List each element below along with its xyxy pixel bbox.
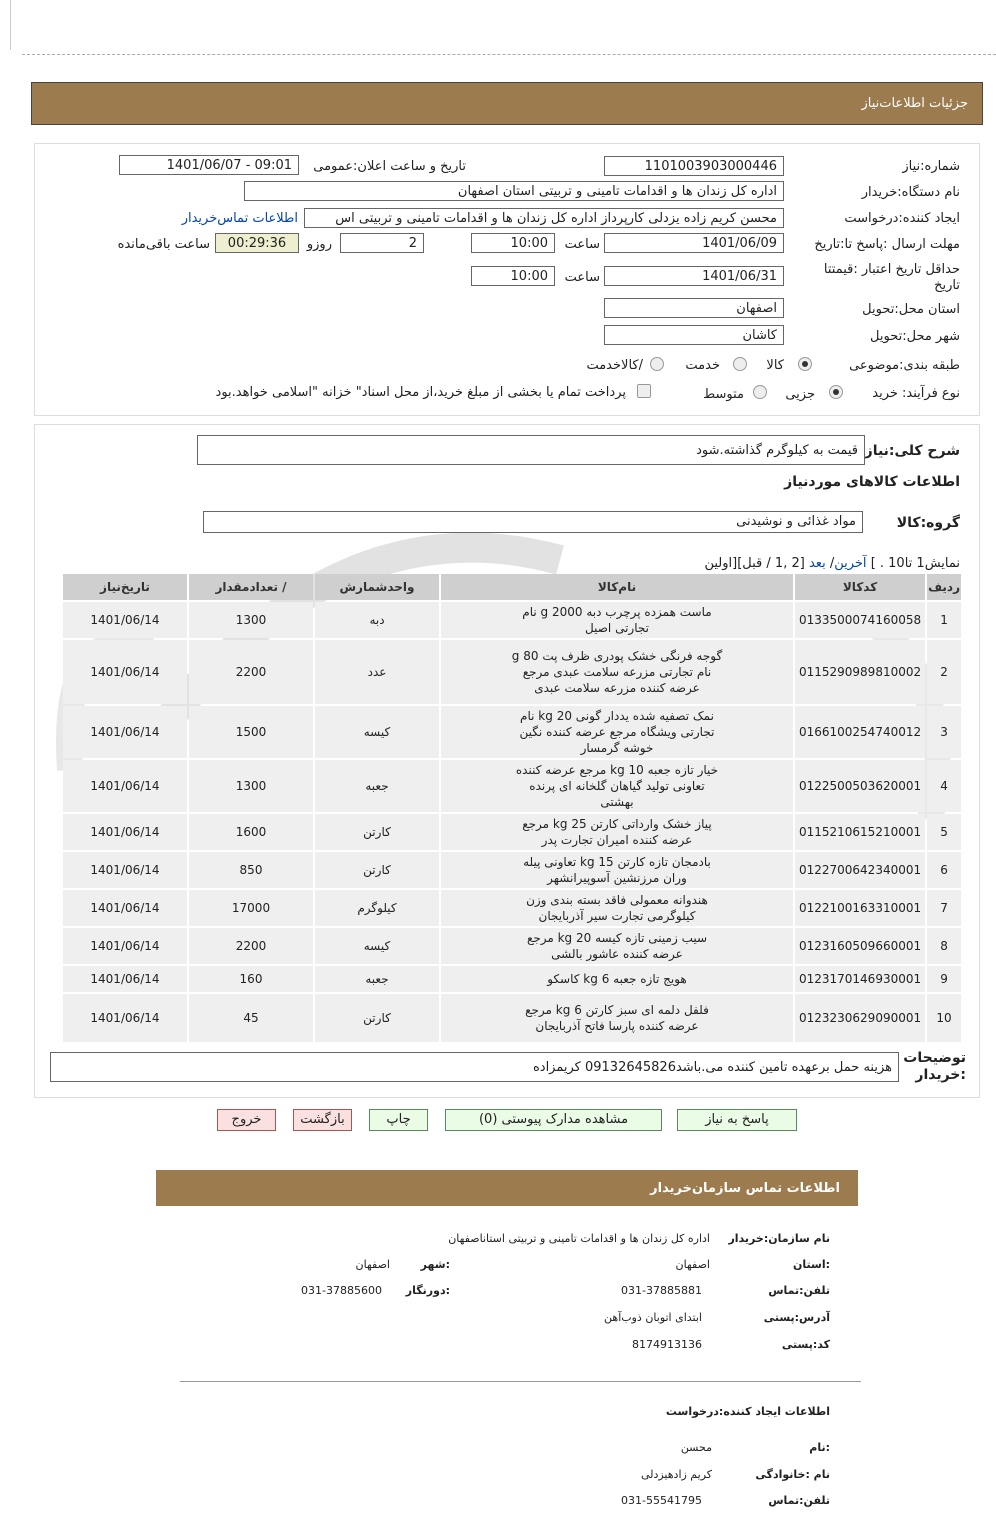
cell-name: بادمجان تازه کارتن 15 kg تعاونی پیله وران مرزنشین آسوپیرانشهر: [441, 852, 793, 888]
cell-unit: جعبه: [315, 966, 439, 992]
org-value: اداره کل زندان ها و اقدامات تامینی و تربیتی استاناصفهان: [448, 1232, 710, 1245]
cell-code: 0115210615210001: [795, 814, 925, 850]
table-row: [63, 852, 961, 888]
cell-name: ماست همزده پرچرب دبه 2000 g نام تجارتی اصیل: [441, 602, 793, 638]
postal-label: کد:پستی: [781, 1338, 830, 1351]
cell-row-number: 7: [927, 890, 961, 926]
table-row: [63, 966, 961, 992]
contact-city-label: :شهر: [420, 1258, 450, 1271]
cell-row-number: 3: [927, 706, 961, 758]
deadline-label: مهلت ارسال :پاسخ تا:تاریخ: [814, 237, 960, 252]
creator-phone-label: تلفن:تماس: [768, 1494, 830, 1507]
cell-code: 0166100254740012: [795, 706, 925, 758]
top-divider: [22, 54, 996, 55]
cell-date: 1401/06/14: [63, 890, 187, 926]
deadline-date-field: 1401/06/09: [604, 233, 784, 253]
group-field: مواد غذائی و نوشیدنی: [203, 511, 863, 533]
left-rule: [10, 0, 11, 50]
cell-row-number: 1: [927, 602, 961, 638]
contact-header: [156, 1170, 858, 1206]
cell-date: 1401/06/14: [63, 814, 187, 850]
table-header-row: [63, 574, 961, 600]
validity-hour-label: ساعت: [564, 270, 600, 285]
cell-date: 1401/06/14: [63, 706, 187, 758]
radio-service-label: خدمت: [685, 358, 720, 373]
cell-unit: عدد: [315, 640, 439, 704]
process-label: نوع فرآیند: خرید: [872, 386, 960, 401]
cell-date: 1401/06/14: [63, 640, 187, 704]
buyer-label: نام دستگاه:خریدار: [861, 185, 960, 200]
fax-value: 031-37885600: [301, 1284, 382, 1297]
table-row: [63, 640, 961, 704]
cell-code: 0123170146930001: [795, 966, 925, 992]
general-desc-field: قیمت به کیلوگرم گذاشته.شود: [197, 435, 865, 465]
radio-goods-service-label: /کالاخدمت: [586, 358, 643, 373]
treasury-note: پرداخت تمام یا بخشی از مبلغ خرید،از محل اسناد" خزانه "اسلامی خواهد.بود: [215, 385, 626, 400]
postal-value: 8174913136: [632, 1338, 702, 1351]
reply-button[interactable]: پاسخ به نیاز: [677, 1109, 797, 1131]
cell-code: 0122100163310001: [795, 890, 925, 926]
col-name: نام‌کالا: [441, 574, 793, 600]
cell-code: 0115290989810002: [795, 640, 925, 704]
contact-city-value: اصفهان: [355, 1258, 390, 1271]
days-label: روزو: [306, 237, 332, 252]
cell-date: 1401/06/14: [63, 602, 187, 638]
creator-info-title: اطلاعات ایجاد کننده:درخواست: [665, 1405, 830, 1418]
pager-last-link[interactable]: آخرین: [834, 556, 867, 571]
contact-province-label: :استان: [793, 1258, 830, 1271]
table-row: [63, 706, 961, 758]
radio-medium[interactable]: [753, 385, 767, 399]
province-label: استان محل:تحویل: [862, 302, 960, 317]
cell-name: نمک تصفیه شده یددار گونی 20 kg نام تجارتی ویشگاه مرجع عرضه کننده نگین خوشه گرمسار: [441, 706, 793, 758]
org-label: نام سازمان:خریدار: [728, 1232, 830, 1245]
print-button[interactable]: چاپ: [369, 1109, 428, 1131]
cell-unit: دبه: [315, 602, 439, 638]
cell-unit: کارتن: [315, 814, 439, 850]
pager-prefix: نمایش1 تا10 . ]: [870, 556, 960, 571]
group-label: گروه:کالا: [896, 515, 960, 531]
attachments-button[interactable]: مشاهده مدارک پیوستی (0): [445, 1109, 662, 1131]
category-label: طبقه بندی:موضوعی: [849, 358, 960, 373]
cell-code: 0122700642340001: [795, 852, 925, 888]
buyer-notes-label: توضیحات :خریدار: [903, 1050, 966, 1083]
announce-field: 1401/06/07 - 09:01: [119, 155, 299, 175]
general-desc-label: شرح کلی:نیاز: [864, 443, 960, 459]
name-label: :نام: [809, 1441, 830, 1454]
radio-partial-label: جزیی: [785, 387, 815, 402]
cell-code: 0122500503620001: [795, 760, 925, 812]
cell-qty: 45: [189, 994, 313, 1042]
cell-name: هندوانه معمولی فاقد بسته بندی وزن کیلوگرمی تجارت سیر آذربایجان: [441, 890, 793, 926]
table-row: [63, 994, 961, 1042]
validity-date-field: 1401/06/31: [604, 266, 784, 286]
radio-goods[interactable]: [798, 357, 812, 371]
contact-title: اطلاعات تماس سازمان‌خریدار: [650, 1181, 840, 1196]
deadline-hour-field: 10:00: [471, 233, 555, 253]
cell-date: 1401/06/14: [63, 852, 187, 888]
table-row: [63, 760, 961, 812]
family-value: کریم زادهیزدلی: [640, 1468, 712, 1481]
table-row: [63, 814, 961, 850]
city-field: کاشان: [604, 325, 784, 345]
name-value: محسن: [680, 1441, 712, 1454]
need-number-label: شماره:نیاز: [902, 159, 960, 174]
cell-qty: 160: [189, 966, 313, 992]
cell-date: 1401/06/14: [63, 760, 187, 812]
table-row: [63, 890, 961, 926]
province-field: اصفهان: [604, 298, 784, 318]
cell-date: 1401/06/14: [63, 928, 187, 964]
creator-phone-value: 031-55541795: [621, 1494, 702, 1507]
cell-qty: 2200: [189, 640, 313, 704]
cell-row-number: 4: [927, 760, 961, 812]
buyer-field: اداره کل زندان ها و اقدامات تامینی و تربیتی استان اصفهان: [244, 181, 784, 201]
contact-phone-label: تلفن:تماس: [768, 1284, 830, 1297]
need-number-field: 1101003903000446: [604, 156, 784, 176]
col-unit: واحدشمارش: [315, 574, 439, 600]
cell-name: پیاز خشک وارداتی کارتن 25 kg مرجع عرضه کننده امیران تجارت پدر: [441, 814, 793, 850]
cell-row-number: 10: [927, 994, 961, 1042]
radio-medium-label: متوسط: [703, 387, 744, 402]
remaining-label: ساعت باقی‌مانده: [117, 237, 210, 252]
pager: نمایش1 تا10 . ] آخرین/ بعد [2 ,1 / قبل][اولین: [704, 556, 960, 571]
cell-row-number: 6: [927, 852, 961, 888]
buyer-notes-field: هزینه حمل برعهده تامین کننده می.باشد09132645826 کریمزاده: [50, 1052, 899, 1082]
radio-goods-label: کالا: [766, 358, 784, 373]
announce-label: تاریخ و ساعت اعلان:عمومی: [313, 159, 466, 174]
col-row: ردیف: [927, 574, 961, 600]
cell-name: خیار تازه جعبه 10 kg مرجع عرضه کننده تعاونی تولید گیاهان گلخانه ای پرنده بهشتی: [441, 760, 793, 812]
cell-name: فلفل دلمه ای سبز کارتن 6 kg مرجع عرضه کننده پارسا فاتح آذربایجان: [441, 994, 793, 1042]
col-date: تاریخ‌نیاز: [63, 574, 187, 600]
cell-qty: 850: [189, 852, 313, 888]
cell-unit: کیسه: [315, 706, 439, 758]
cell-unit: کارتن: [315, 852, 439, 888]
goods-table-wrap: [61, 572, 963, 1044]
city-label: شهر محل:تحویل: [870, 329, 960, 344]
buyer-contact-link[interactable]: اطلاعات تماس‌خریدار: [181, 211, 298, 226]
radio-partial[interactable]: [829, 385, 843, 399]
col-qty: / تعدادمقدار: [189, 574, 313, 600]
cell-qty: 1500: [189, 706, 313, 758]
cell-unit: کیلوگرم: [315, 890, 439, 926]
back-button[interactable]: بازگشت: [293, 1109, 352, 1131]
cell-unit: کارتن: [315, 994, 439, 1042]
cell-row-number: 5: [927, 814, 961, 850]
treasury-checkbox[interactable]: [637, 384, 651, 398]
deadline-hour-label: ساعت: [564, 237, 600, 252]
family-label: نام :خانوادگی: [755, 1468, 830, 1481]
cell-code: 0133500074160058: [795, 602, 925, 638]
table-row: [63, 928, 961, 964]
cell-row-number: 8: [927, 928, 961, 964]
exit-button[interactable]: خروج: [217, 1109, 276, 1131]
radio-goods-service[interactable]: [650, 357, 664, 371]
address-label: آدرس:پستی: [763, 1311, 830, 1324]
cell-unit: کیسه: [315, 928, 439, 964]
cell-qty: 1300: [189, 760, 313, 812]
cell-unit: جعبه: [315, 760, 439, 812]
creator-field: محسن کریم زاده یزدلی کارپرداز اداره کل زندان ها و اقدامات تامینی و تربیتی اس: [304, 208, 784, 228]
goods-info-title: اطلاعات کالاهای موردنیاز: [784, 474, 960, 490]
cell-code: 0123230629090001: [795, 994, 925, 1042]
pager-next-link[interactable]: بعد: [808, 556, 826, 571]
cell-date: 1401/06/14: [63, 994, 187, 1042]
cell-qty: 1300: [189, 602, 313, 638]
contact-divider: [180, 1381, 861, 1382]
remaining-time-field: 00:29:36: [215, 233, 299, 253]
pager-pages: [2 ,1 / قبل][اولین: [704, 556, 805, 571]
validity-label: حداقل تاریخ اعتبار :قیمتتا تاریخ: [823, 262, 960, 293]
cell-qty: 17000: [189, 890, 313, 926]
fax-label: :دورنگار: [405, 1284, 450, 1297]
cell-row-number: 9: [927, 966, 961, 992]
cell-qty: 2200: [189, 928, 313, 964]
table-row: [63, 602, 961, 638]
address-value: ابتدای اتوبان ذوب‌آهن: [604, 1311, 702, 1324]
col-code: کدکالا: [795, 574, 925, 600]
cell-row-number: 2: [927, 640, 961, 704]
goods-table: [61, 572, 963, 1044]
contact-province-value: اصفهان: [675, 1258, 710, 1271]
days-field: 2: [340, 233, 424, 253]
cell-name: گوجه فرنگی خشک پودری ظرف پت 80 g نام تجارتی مزرعه سلامت عبدی مرجع عرضه کننده مزرعه سلامت عبدی: [441, 640, 793, 704]
cell-qty: 1600: [189, 814, 313, 850]
page-header: [31, 82, 983, 125]
page-title: جزئیات اطلاعات‌نیاز: [861, 96, 968, 111]
cell-name: هویج تازه جعبه 6 kg کاسکو: [441, 966, 793, 992]
cell-name: سیب زمینی تازه کیسه 20 kg مرجع عرضه کننده عاشور بالشی: [441, 928, 793, 964]
cell-code: 0123160509660001: [795, 928, 925, 964]
contact-phone-value: 031-37885881: [621, 1284, 702, 1297]
validity-hour-field: 10:00: [471, 266, 555, 286]
cell-date: 1401/06/14: [63, 966, 187, 992]
creator-label: ایجاد کننده:درخواست: [844, 211, 960, 226]
radio-service[interactable]: [733, 357, 747, 371]
